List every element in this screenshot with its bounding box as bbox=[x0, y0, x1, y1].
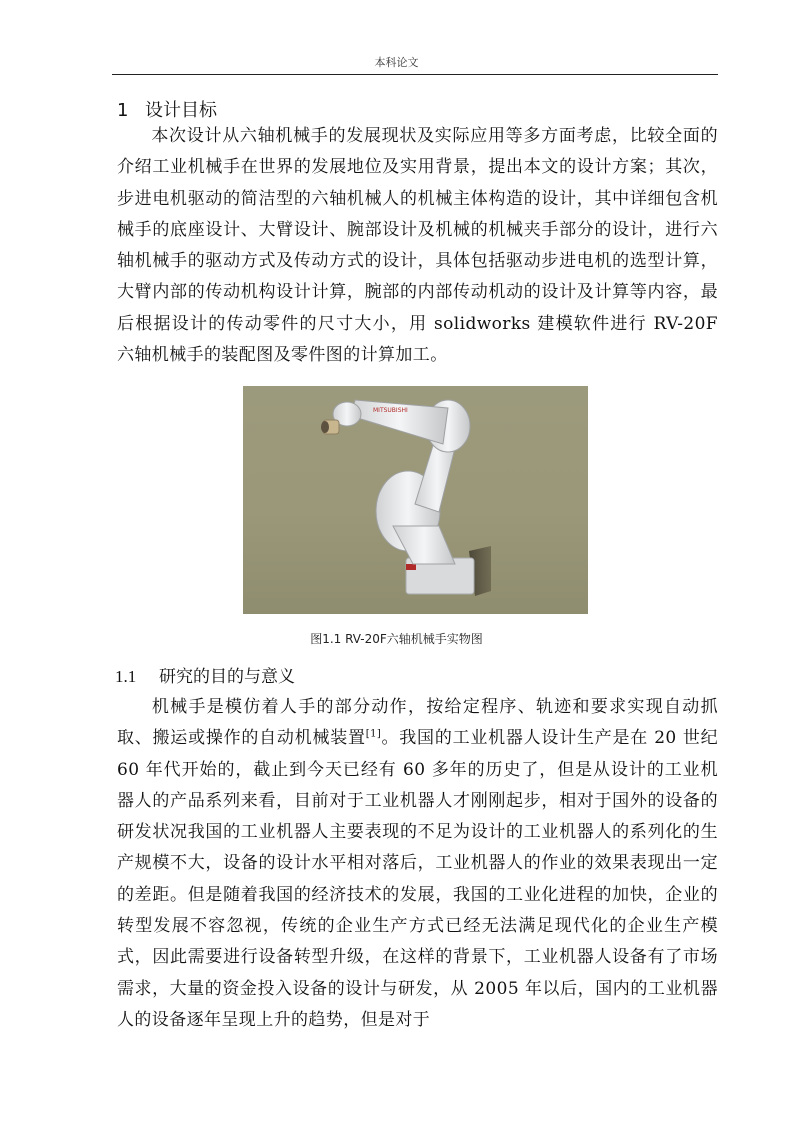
body-paragraph bbox=[117, 121, 718, 371]
body-paragraph-2 bbox=[117, 692, 718, 1036]
section-title: 设计目标 bbox=[145, 100, 217, 121]
subsection-heading bbox=[115, 662, 295, 687]
robot-arm-illustration bbox=[243, 386, 588, 614]
header-divider bbox=[112, 74, 718, 75]
section-heading bbox=[117, 96, 217, 122]
citation-reference[interactable]: [1] bbox=[365, 728, 382, 740]
paragraph-text: 本次设计从六轴机械手的发展现状及实际应用等多方面考虑，比较全面的介绍工业机械手在世界的发展地位及实用背景，提出本文的设计方案；其次，步进电机驱动的简洁型的六轴机械人的机械主体构造的设计，其中详细包含机械手的底座设计、大臂设计、腕部设计及机械的机械夹手部分的设计，进行六轴机械手的驱动方式及传动方式的设计，具体包括驱动步进电机的选型计算，大臂内部的传动机构设计计算，腕部的内部传动机动的设计及计算等内容，最后根据设计的传动零件的尺寸大小，用 solidworks 建模软件进行 RV-20F 六轴机械手的装配图及零件图的计算加工。 bbox=[117, 126, 718, 366]
paragraph-text-part1: 机械手是模仿着人手的部分动作，按给定程序、轨迹和要求实现自动抓取、搬运或操作的自动机械装置 bbox=[117, 697, 718, 749]
figure-caption: 图1.1 RV-20F六轴机械手实物图 bbox=[310, 632, 483, 646]
subsection-title: 研究的目的与意义 bbox=[159, 667, 295, 687]
subsection-number: 1.1 bbox=[115, 667, 137, 686]
page-header: 本科论文 bbox=[374, 56, 419, 69]
base-label bbox=[406, 564, 416, 570]
robot-arm-photo bbox=[243, 386, 588, 614]
brand-logo: MITSUBISHI bbox=[373, 407, 408, 414]
robot-tool-tip bbox=[321, 421, 329, 433]
paragraph-text-part2: 。我国的工业机器人设计生产是在 20 世纪 60 年代开始的，截止到今天已经有 60 多年的历史了，但是从设计的工业机器人的产品系列来看，目前对于工业机器人才刚刚起步，相对于国外的设备的研发状况我国的工业机器人主要表现的不足为设计的工业机器人的系列化的生产规模不大，设备的设计水平相对落后，工业机器人的作业的效果表现出一定的差距。但是随着我国的经济技术的发展，我国的工业化进程的加快，企业的转型发展不容忽视，传统的企业生产方式已经无法满足现代化的企业生产模式，因此需要进行设备转型升级，在这样的背景下，工业机器人设备有了市场需求，大量的资金投入设备的设计与研发，从 2005 年以后，国内的工业机器人的设备逐年呈现上升的趋势，但是对于 bbox=[117, 728, 718, 1030]
section-number: 1 bbox=[117, 100, 129, 121]
